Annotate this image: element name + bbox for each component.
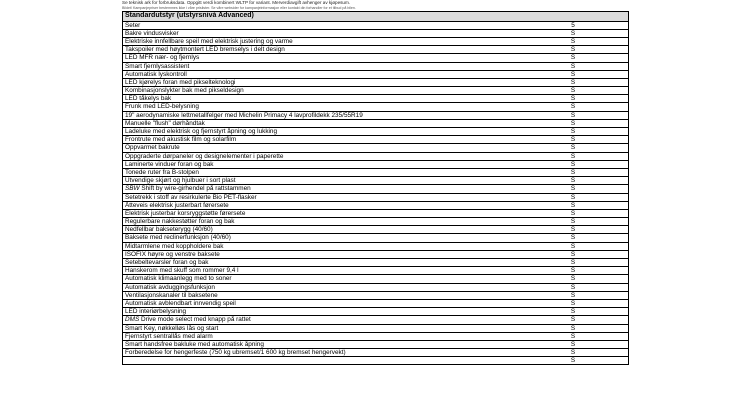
equipment-label: Elektrisk justerbar korsryggstøtte førersete bbox=[125, 209, 246, 217]
equipment-label: LED MFR nær- og fjernlys bbox=[125, 54, 200, 62]
equipment-value: S bbox=[570, 37, 576, 45]
equipment-label: Smart Key, nøkkelløs lås og start bbox=[125, 324, 219, 332]
equipment-label: DMS Drive mode select med knapp på rattet bbox=[125, 316, 251, 324]
table-row bbox=[123, 185, 628, 193]
table-row bbox=[123, 218, 628, 226]
equipment-value: S bbox=[570, 201, 576, 209]
equipment-label: Elektriske innfellbare speil med elektrisk justering og varme bbox=[125, 37, 293, 45]
equipment-value: S bbox=[570, 103, 576, 111]
equipment-label: 19" aerodynamiske lettmetallfelger med Michelin Primacy 4 lavprofildekk 235/55R19 bbox=[125, 111, 363, 119]
table-row bbox=[123, 357, 628, 365]
table-row bbox=[123, 325, 628, 333]
table-row bbox=[123, 103, 628, 111]
equipment-value: S bbox=[570, 177, 576, 185]
equipment-label: Bakre vindusvisker bbox=[125, 29, 179, 37]
equipment-label: SBW Shift by wire-girhendel på rattstammen bbox=[125, 185, 251, 193]
equipment-value: S bbox=[570, 242, 576, 250]
equipment-label: Smart fjernlysassistent bbox=[125, 62, 190, 70]
equipment-label: Baksete med reclinerfunksjon (40/60) bbox=[125, 234, 231, 242]
equipment-value: S bbox=[570, 226, 576, 234]
table-row bbox=[123, 275, 628, 283]
footnotes bbox=[122, 0, 642, 10]
table-row bbox=[123, 54, 628, 62]
table-row bbox=[123, 234, 628, 242]
equipment-label: Regulerbare nakkestøtter foran og bak bbox=[125, 218, 235, 226]
table-row bbox=[123, 194, 628, 202]
equipment-value: S bbox=[570, 283, 576, 291]
equipment-label: Automatisk lyskontroll bbox=[125, 70, 187, 78]
table-row bbox=[123, 341, 628, 349]
equipment-label: Kombinasjonslykter bak med pikseldesign bbox=[125, 87, 244, 95]
equipment-value: S bbox=[570, 62, 576, 70]
table-row bbox=[123, 87, 628, 95]
equipment-label: Seter bbox=[125, 21, 141, 29]
equipment-label-abbrev: DMS bbox=[125, 316, 140, 324]
table-row bbox=[123, 259, 628, 267]
equipment-value: S bbox=[570, 46, 576, 54]
equipment-label: Laminerte vinduer foran og bak bbox=[125, 160, 214, 168]
equipment-label: LED kjørelys foran med pikselteknologi bbox=[125, 78, 236, 86]
equipment-label: Manuelle "flush" dørhåndtak bbox=[125, 119, 205, 127]
equipment-value: S bbox=[570, 29, 576, 37]
equipment-label: Ladeluke med elektrisk og fjernstyrt åpning og lukking bbox=[125, 128, 278, 136]
equipment-value: S bbox=[570, 234, 576, 242]
equipment-label-abbrev: SBW bbox=[125, 185, 140, 193]
equipment-value: S bbox=[570, 250, 576, 258]
equipment-value: 5 bbox=[571, 21, 575, 29]
equipment-label: Oppgraderte dørpaneler og designelementer i paperette bbox=[125, 152, 284, 160]
equipment-label: Utvendige skjørt og hjulbuer i sort plast bbox=[125, 177, 236, 185]
equipment-value: S bbox=[570, 95, 576, 103]
equipment-value: S bbox=[570, 259, 576, 267]
equipment-value: S bbox=[570, 136, 576, 144]
equipment-value: S bbox=[570, 324, 576, 332]
equipment-label: Setebeltevarsler foran og bak bbox=[125, 259, 209, 267]
equipment-label: Forberedelse for hengerfeste (750 kg ubremset/1 600 kg bremset hengervekt) bbox=[125, 349, 346, 357]
table-header-title: Standardutstyr (utstyrsnivå Advanced) bbox=[125, 12, 254, 19]
equipment-label: Nedfellbar bakseterygg (40/60) bbox=[125, 226, 213, 234]
table-row bbox=[123, 22, 628, 30]
standard-equipment-table bbox=[122, 11, 629, 365]
equipment-value: S bbox=[570, 357, 576, 365]
equipment-value: S bbox=[570, 193, 576, 201]
equipment-label: ISOFIX høyre og venstre baksete bbox=[125, 250, 220, 258]
equipment-label: Smart handsfree bakluke med automatisk åpning bbox=[125, 340, 264, 348]
table-row bbox=[123, 251, 628, 259]
table-row bbox=[123, 243, 628, 251]
equipment-value: S bbox=[570, 308, 576, 316]
equipment-value: S bbox=[570, 267, 576, 275]
table-row bbox=[123, 153, 628, 161]
table-row bbox=[123, 79, 628, 87]
equipment-label: Ventilasjonskanaler til baksetene bbox=[125, 291, 218, 299]
table-row bbox=[123, 300, 628, 308]
equipment-value: S bbox=[570, 316, 576, 324]
table-row bbox=[123, 333, 628, 341]
table-row bbox=[123, 226, 628, 234]
equipment-label: Fjernstyrt sentrallås med alarm bbox=[125, 332, 213, 340]
table-row bbox=[123, 210, 628, 218]
equipment-label: Oppvarmet bakrute bbox=[125, 144, 180, 152]
equipment-label: Hanskerom med skuff som rommer 9,4 l bbox=[125, 267, 239, 275]
equipment-value: S bbox=[570, 160, 576, 168]
equipment-label: Takspoiler med høytmontert LED bremselys i delt design bbox=[125, 46, 285, 54]
table-header bbox=[123, 12, 628, 22]
equipment-label: Automatisk klimaanlegg med to soner bbox=[125, 275, 232, 283]
equipment-value: S bbox=[570, 152, 576, 160]
table-row bbox=[123, 202, 628, 210]
equipment-label: LED tåkelys bak bbox=[125, 95, 172, 103]
table-row bbox=[123, 63, 628, 71]
equipment-value: S bbox=[570, 168, 576, 176]
table-row bbox=[123, 349, 628, 357]
equipment-value: S bbox=[570, 70, 576, 78]
equipment-value: S bbox=[570, 87, 576, 95]
equipment-value: S bbox=[570, 332, 576, 340]
equipment-value: S bbox=[570, 119, 576, 127]
equipment-label: Setetrekk i stoff av resirkulerte Bio PET-flasker bbox=[125, 193, 257, 201]
equipment-value: S bbox=[570, 185, 576, 193]
equipment-value: S bbox=[570, 340, 576, 348]
table-row bbox=[123, 46, 628, 54]
table-row bbox=[123, 95, 628, 103]
table-row bbox=[123, 120, 628, 128]
table-row bbox=[123, 284, 628, 292]
table-row bbox=[123, 292, 628, 300]
equipment-label: Midtarmlene med koppholdere bak bbox=[125, 242, 224, 250]
footnote-line-1: Se teknisk ark for forbruksdata. Oppgitt verdi kombinert WLTP for variant. Merverdiavgift avhenger av kjøpesum. bbox=[122, 0, 351, 5]
table-row bbox=[123, 112, 628, 120]
table-row bbox=[123, 169, 628, 177]
equipment-value: S bbox=[570, 299, 576, 307]
equipment-label: Automatisk avduggingsfunksjon bbox=[125, 283, 215, 291]
table-row bbox=[123, 267, 628, 275]
table-row bbox=[123, 144, 628, 152]
equipment-value: S bbox=[570, 218, 576, 226]
equipment-label: Frontrute med akustisk film og solarfilm bbox=[125, 136, 237, 144]
table-row bbox=[123, 136, 628, 144]
table-row bbox=[123, 30, 628, 38]
equipment-value: S bbox=[570, 209, 576, 217]
equipment-label: Tonede ruter fra B-stolpen bbox=[125, 168, 199, 176]
equipment-value: S bbox=[570, 128, 576, 136]
equipment-value: S bbox=[570, 78, 576, 86]
equipment-label: LED interiørbelysning bbox=[125, 308, 187, 316]
footnote-line-2: Bildet/ Kampanjepriser bestemmes ikke i våre prislister. Se våre websider for kampanjeinformasjon eller kontakt din forhandler for et tilbud på bilen. bbox=[122, 5, 356, 10]
equipment-value: S bbox=[570, 349, 576, 357]
table-row bbox=[123, 128, 628, 136]
equipment-value: S bbox=[570, 54, 576, 62]
equipment-value: S bbox=[570, 275, 576, 283]
equipment-value: S bbox=[570, 291, 576, 299]
equipment-value: S bbox=[570, 144, 576, 152]
equipment-value: S bbox=[570, 111, 576, 119]
table-row bbox=[123, 71, 628, 79]
equipment-label: Automatisk avblendbart innvendig speil bbox=[125, 299, 236, 307]
equipment-label: Frunk med LED-belysning bbox=[125, 103, 199, 111]
table-row bbox=[123, 316, 628, 324]
table-row bbox=[123, 161, 628, 169]
equipment-label: Åtteveis elektrisk justerbart førersete bbox=[125, 201, 229, 209]
table-row bbox=[123, 38, 628, 46]
